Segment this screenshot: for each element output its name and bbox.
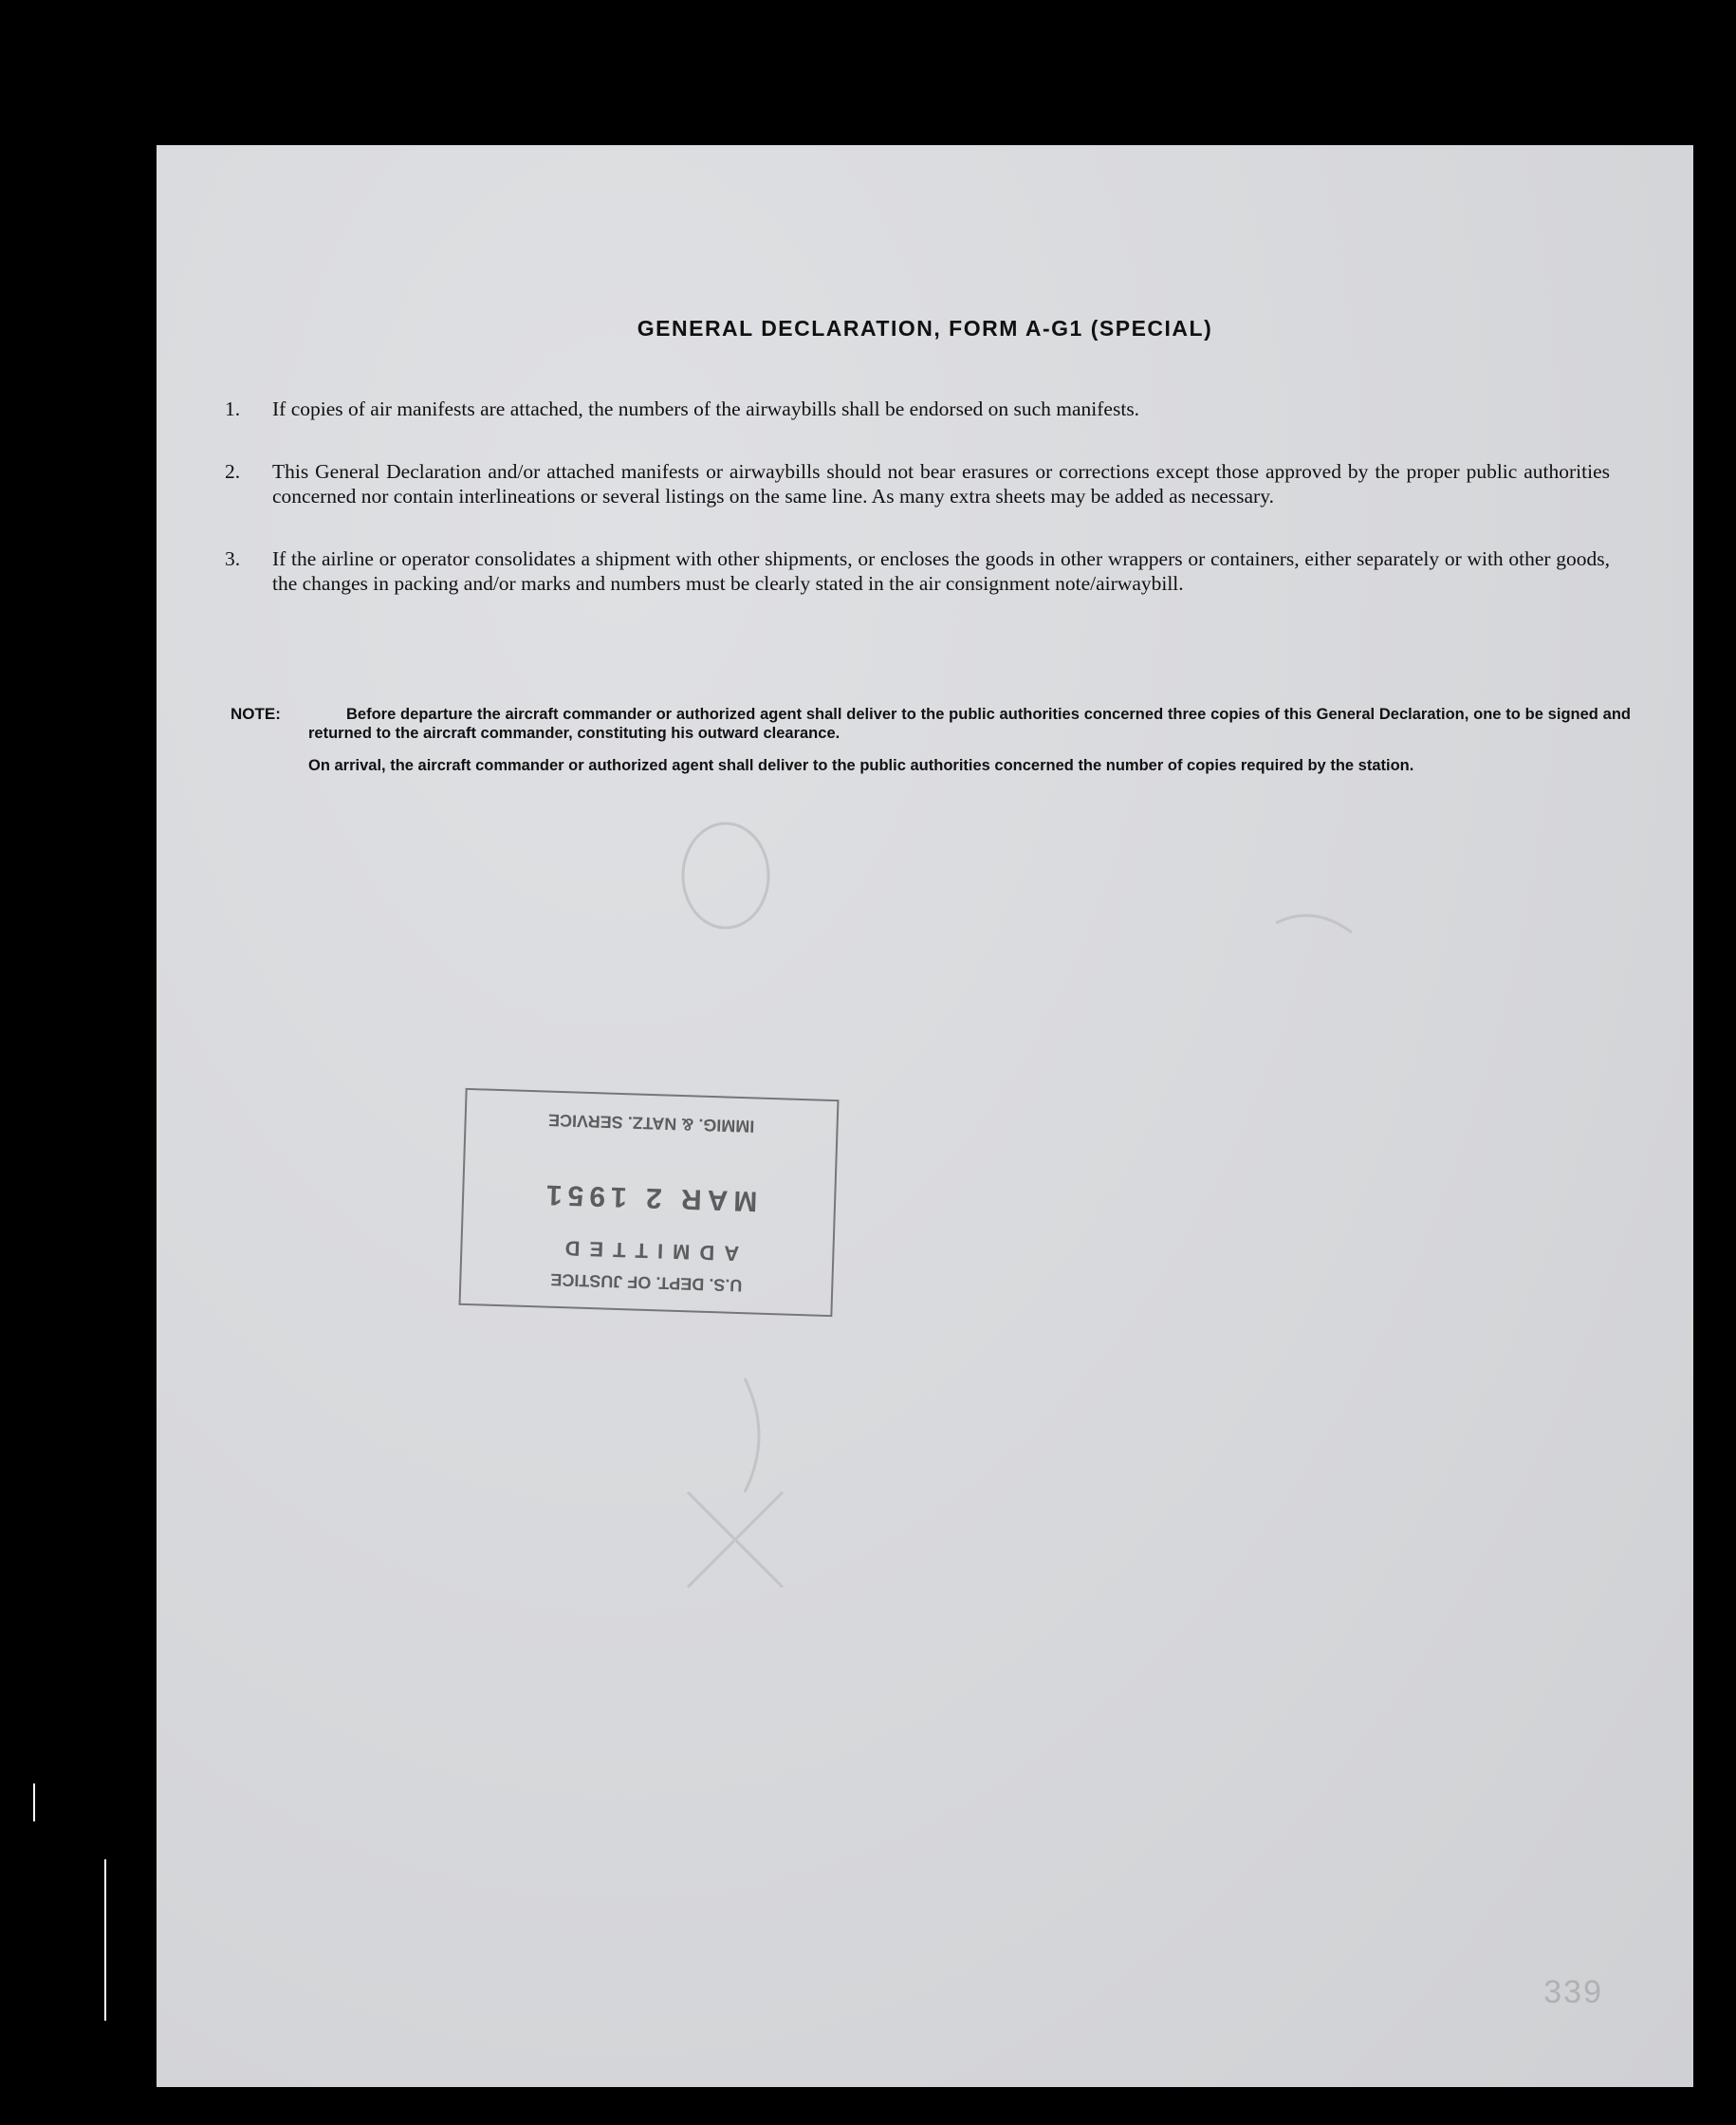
item-text: If copies of air manifests are attached, the numbers of the airwaybills shall be endorsed on such manifests.: [272, 397, 1140, 420]
item-number: 1.: [225, 397, 241, 420]
immigration-stamp: [459, 1088, 840, 1317]
bleed-through-marks: [157, 145, 1693, 2087]
item-text: This General Declaration and/or attached manifests or airwaybills should not bear erasures or corrections except those approved by the proper public authorities concerned nor contain interlineations or several listings on the same line. As many extra sheets may be added as necessary.: [272, 460, 1610, 508]
stamp-line: U.S. DEPT. OF JUSTICE: [550, 1269, 743, 1296]
document-page: [157, 145, 1693, 2087]
item-number: 2.: [225, 460, 241, 483]
stamp-line: IMMIG. & NATZ. SERVICE: [547, 1110, 755, 1136]
scan-edge-mark: [104, 1859, 106, 2021]
note-paragraph: Before departure the aircraft commander or authorized agent shall deliver to the public authorities concerned three copies of this General Declaration, one to be signed and returned to the aircraft commander, constituting his outward clearance.: [308, 706, 1631, 742]
page-number: 339: [1543, 1974, 1603, 2010]
item-number: 3.: [225, 547, 241, 570]
note-paragraph: On arrival, the aircraft commander or authorized agent shall deliver to the public authorities concerned the number of copies required by the station.: [308, 757, 1414, 774]
document-title: GENERAL DECLARATION, FORM A-G1 (SPECIAL): [637, 316, 1213, 341]
scan-edge-mark: [33, 1783, 35, 1821]
note-label: NOTE:: [231, 705, 281, 723]
item-text: If the airline or operator consolidates a shipment with other shipments, or encloses the goods in other wrappers or containers, either separately or with other goods, the changes in packing and/or marks and numbers must be clearly stated in the air consignment note/airwaybill.: [272, 547, 1610, 595]
stamp-line: ADMITTED: [555, 1235, 740, 1266]
stamp-line: MAR 2 1951: [540, 1178, 758, 1217]
